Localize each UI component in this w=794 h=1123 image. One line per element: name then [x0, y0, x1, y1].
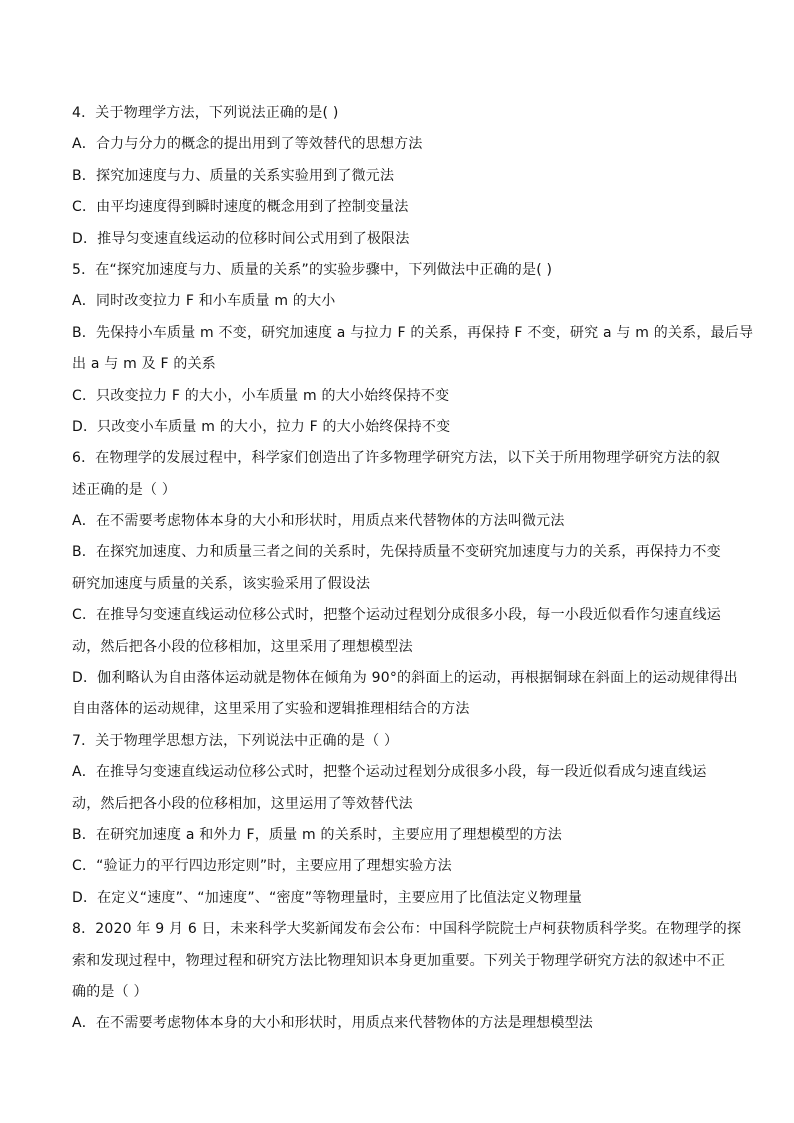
q5-option-a: A．同时改变拉力 F 和小车质量 m 的大小	[72, 293, 336, 310]
q4-stem: 4．关于物理学方法，下列说法正确的是( )	[72, 105, 339, 121]
q7-option-a-line1: A．在推导匀变速直线运动位移公式时，把整个运动过程划分成很多小段，每一段近似看成匀速直线运	[72, 764, 707, 781]
q6-option-d-line2: 自由落体的运动规律，这里采用了实验和逻辑推理相结合的方法	[72, 701, 470, 718]
q6-option-a: A．在不需要考虑物体本身的大小和形状时，用质点来代替物体的方法叫微元法	[72, 513, 565, 530]
q7-stem: 7．关于物理学思想方法，下列说法中正确的是（ ）	[72, 732, 399, 749]
q4-option-c: C．由平均速度得到瞬时速度的概念用到了控制变量法	[72, 199, 409, 216]
q8-stem-line1: 8．2020 年 9 月 6 日，未来科学大奖新闻发布会公布：中国科学院院士卢柯获物质科学奖。在物理学的探	[72, 921, 742, 938]
q4-option-b: B．探究加速度与力、质量的关系实验用到了微元法	[72, 167, 395, 184]
q7-option-a-line2: 动，然后把各小段的位移相加，这里运用了等效替代法	[72, 795, 413, 812]
q8-stem-line3: 确的是（ ）	[72, 983, 148, 1000]
q7-option-c: C．“验证力的平行四边形定则”时，主要应用了理想实验方法	[72, 858, 452, 875]
q6-option-b-line2: 研究加速度与质量的关系，该实验采用了假设法	[72, 575, 371, 592]
q8-option-a: A．在不需要考虑物体本身的大小和形状时，用质点来代替物体的方法是理想模型法	[72, 1015, 593, 1032]
q4-option-a: A．合力与分力的概念的提出用到了等效替代的思想方法	[72, 136, 423, 153]
q6-option-c-line1: C．在推导匀变速直线运动位移公式时，把整个运动过程划分成很多小段，每一小段近似看作匀速直线运	[72, 607, 721, 624]
q7-option-b: B．在研究加速度 a 和外力 F，质量 m 的关系时，主要应用了理想模型的方法	[72, 826, 562, 843]
q6-option-c-line2: 动，然后把各小段的位移相加，这里采用了理想模型法	[72, 638, 413, 655]
q6-option-b-line1: B．在探究加速度、力和质量三者之间的关系时，先保持质量不变研究加速度与力的关系，再保持力不变	[72, 544, 721, 561]
document-page	[72, 98, 754, 1040]
q4-option-d: D．推导匀变速直线运动的位移时间公式用到了极限法	[72, 230, 410, 247]
q6-option-d-line1: D．伽利略认为自由落体运动就是物体在倾角为 90°的斜面上的运动，再根据铜球在斜面上的运动规律得出	[72, 670, 738, 687]
q6-stem-line2: 述正确的是（ ）	[72, 481, 177, 498]
q7-option-d: D．在定义“速度”、“加速度”、“密度”等物理量时，主要应用了比值法定义物理量	[72, 889, 583, 906]
q5-option-c: C．只改变拉力 F 的大小，小车质量 m 的大小始终保持不变	[72, 387, 450, 404]
q5-option-d: D．只改变小车质量 m 的大小，拉力 F 的大小始终保持不变	[72, 418, 451, 435]
q5-stem: 5．在“探究加速度与力、质量的关系”的实验步骤中，下列做法中正确的是( )	[72, 261, 553, 278]
q6-stem-line1: 6．在物理学的发展过程中，科学家们创造出了许多物理学研究方法，以下关于所用物理学研究方法的叙	[72, 450, 721, 467]
q5-option-b-line2: 出 a 与 m 及 F 的关系	[72, 356, 216, 373]
q5-option-b-line1: B．先保持小车质量 m 不变，研究加速度 a 与拉力 F 的关系，再保持 F 不变，研究 a 与 m 的关系，最后导	[72, 324, 754, 341]
q8-stem-line2: 索和发现过程中，物理过程和研究方法比物理知识本身更加重要。下列关于物理学研究方法的叙述中不正	[72, 952, 726, 969]
